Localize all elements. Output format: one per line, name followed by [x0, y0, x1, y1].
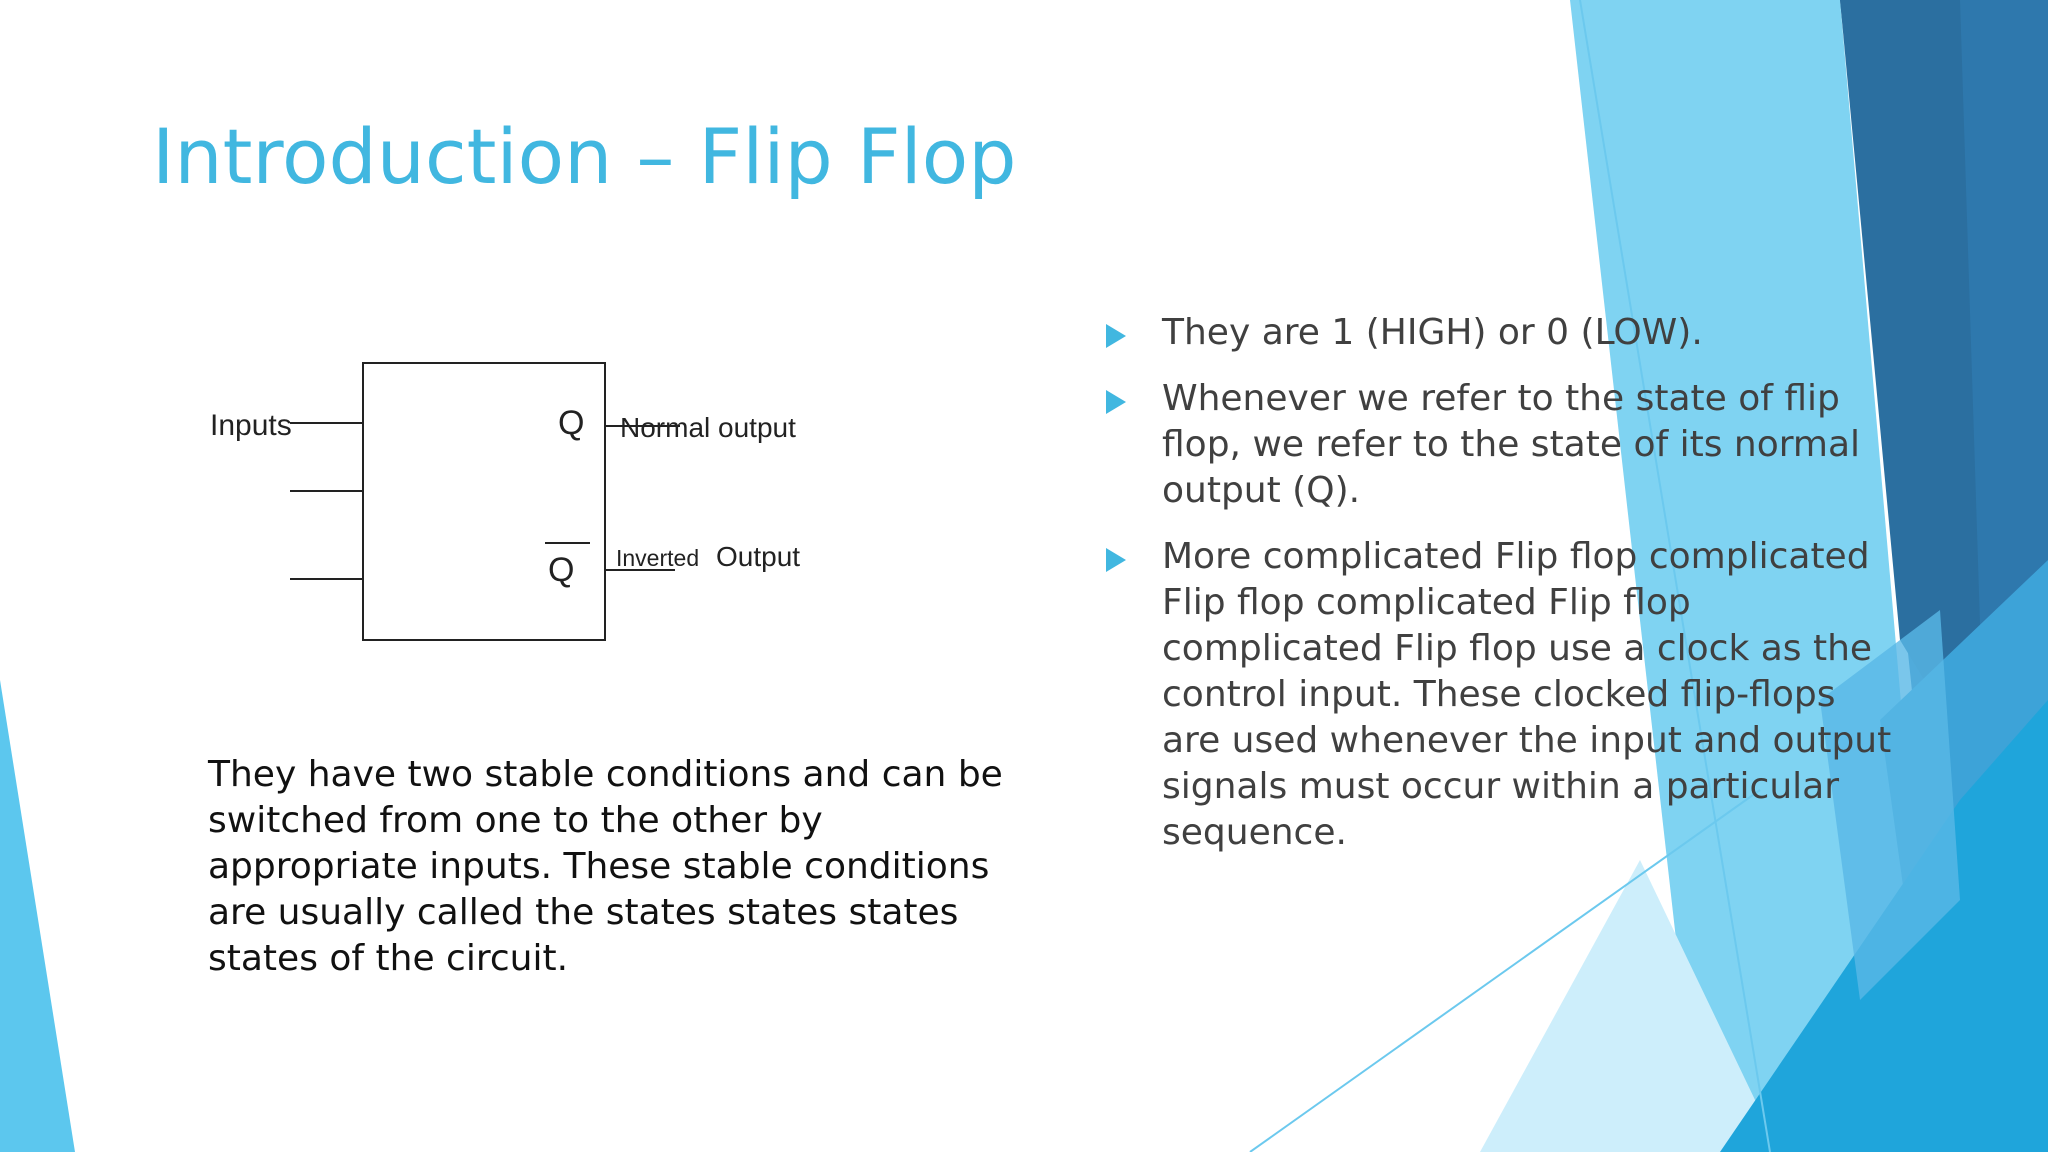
bullet-item	[1100, 376, 1900, 514]
description-paragraph: They have two stable conditions and can be switched from one to the other by appropriate inputs. These stable conditions are usually called the states states states states of the circuit.	[208, 754, 1003, 979]
bullet-arrow-icon	[1106, 548, 1126, 572]
bullet-text: They are 1 (HIGH) or 0 (LOW).	[1162, 312, 1703, 353]
flip-flop-diagram	[180, 340, 840, 670]
bullet-item	[1100, 310, 1900, 356]
slide-title: Introduction – Flip Flop	[152, 112, 1017, 201]
bullet-item	[1100, 534, 1900, 856]
bullet-arrow-icon	[1106, 390, 1126, 414]
bullet-text: Whenever we refer to the state of flip flop, we refer to the state of its normal output (Q).	[1162, 378, 1861, 511]
left-accent-shape	[0, 680, 75, 1152]
output-label: Output	[716, 541, 801, 572]
q-bar-label: Q	[548, 551, 575, 589]
normal-output-label: Normal output	[620, 412, 796, 443]
bullet-arrow-icon	[1106, 324, 1126, 348]
q-label: Q	[558, 404, 585, 442]
inverted-label: Inverted	[616, 545, 700, 571]
bullet-text: More complicated Flip flop complicated Flip flop complicated Flip flop complicated Flip flop use a clock as the control input. These clocked flip-flops are used whenever the input and output signals must occur within a particular sequence.	[1162, 536, 1892, 853]
inputs-label: Inputs	[210, 409, 292, 442]
bullet-list	[1100, 310, 1900, 876]
